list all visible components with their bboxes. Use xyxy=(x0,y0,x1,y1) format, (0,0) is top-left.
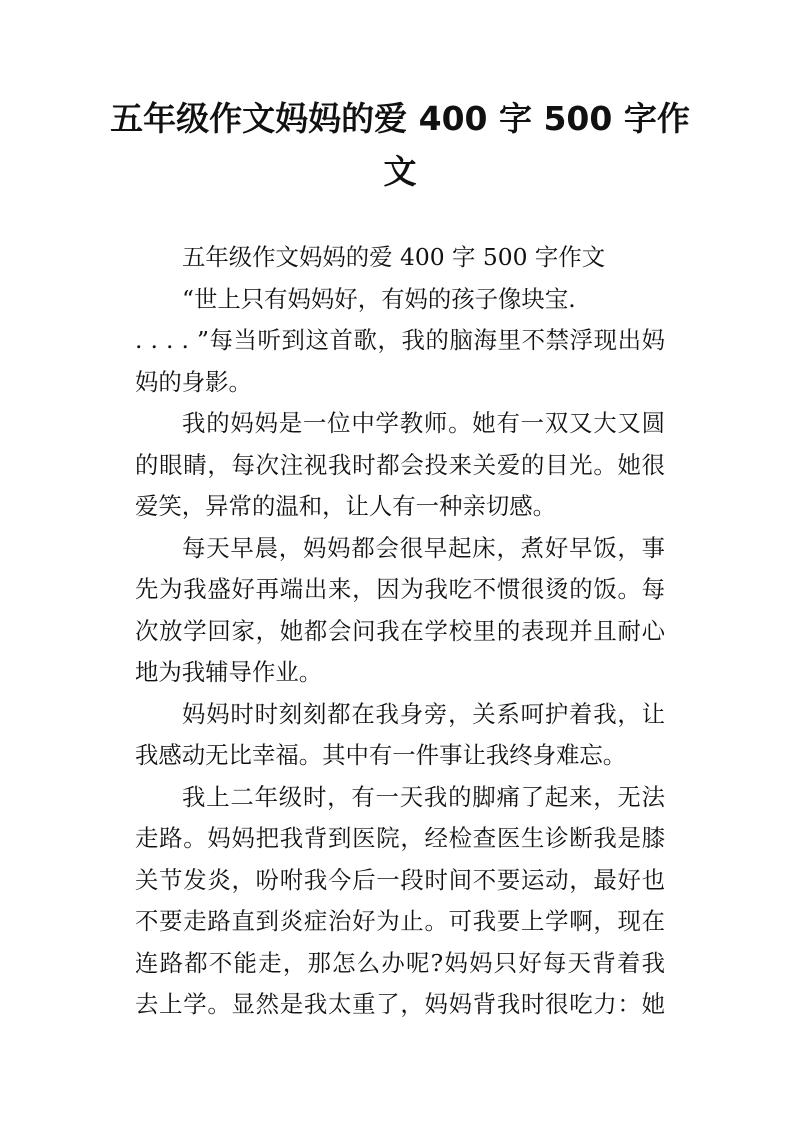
paragraph-line: 我的妈妈是一位中学教师。她有一双又大又圆 xyxy=(182,409,665,437)
paragraph-line: 不要走路直到炎症治好为止。可我要上学啊，现在 xyxy=(135,907,665,935)
paragraph-line: 妈的身影。 xyxy=(135,367,252,396)
paragraph-line: 连路都不能走，那怎么办呢?妈妈只好每天背着我 xyxy=(135,948,665,977)
paragraph-line: 次放学回家，她都会问我在学校里的表现并且耐心 xyxy=(135,616,665,645)
paragraph xyxy=(135,777,665,1026)
paragraph-line: 的眼睛，每次注视我时都会投来关爱的目光。她很 xyxy=(135,450,665,479)
paragraph xyxy=(135,694,665,777)
title-line: 五年级作文妈妈的爱 400 字 500 字作 xyxy=(110,99,690,138)
paragraph-line: 妈妈时时刻刻都在我身旁，关系呵护着我，让 xyxy=(182,699,665,728)
paragraph xyxy=(135,403,665,528)
paragraph-line: 去上学。显然是我太重了，妈妈背我时很吃力：她 xyxy=(135,990,665,1018)
document-body xyxy=(135,237,665,1026)
paragraph-line: 我上二年级时，有一天我的脚痛了起来，无法 xyxy=(182,782,665,811)
paragraph-line: 先为我盛好再端出来，因为我吃不惯很烫的饭。每 xyxy=(135,575,665,603)
paragraph-line: 关节发炎，吩咐我今后一段时间不要运动，最好也 xyxy=(135,865,665,894)
paragraph xyxy=(135,279,665,404)
paragraph-line: 我感动无比幸福。其中有一件事让我终身难忘。 xyxy=(135,741,627,769)
paragraph-line: 五年级作文妈妈的爱 400 字 500 字作文 xyxy=(182,243,606,271)
paragraph-line: 爱笑，异常的温和，让人有一种亲切感。 xyxy=(135,492,557,520)
paragraph xyxy=(135,237,665,279)
paragraph-line: 地为我辅导作业。 xyxy=(135,658,323,686)
paragraph-line: . . . . ”每当听到这首歌，我的脑海里不禁浮现出妈 xyxy=(135,326,665,354)
paragraph xyxy=(135,528,665,694)
paragraph-line: 走路。妈妈把我背到医院，经检查医生诊断我是膝 xyxy=(135,824,665,852)
paragraph-line: “世上只有妈妈好，有妈的孩子像块宝. xyxy=(182,284,576,313)
paragraph-line: 每天早晨，妈妈都会很早起床，煮好早饭，事 xyxy=(182,533,665,562)
document-title xyxy=(100,92,700,198)
title-line: 文 xyxy=(383,152,417,191)
